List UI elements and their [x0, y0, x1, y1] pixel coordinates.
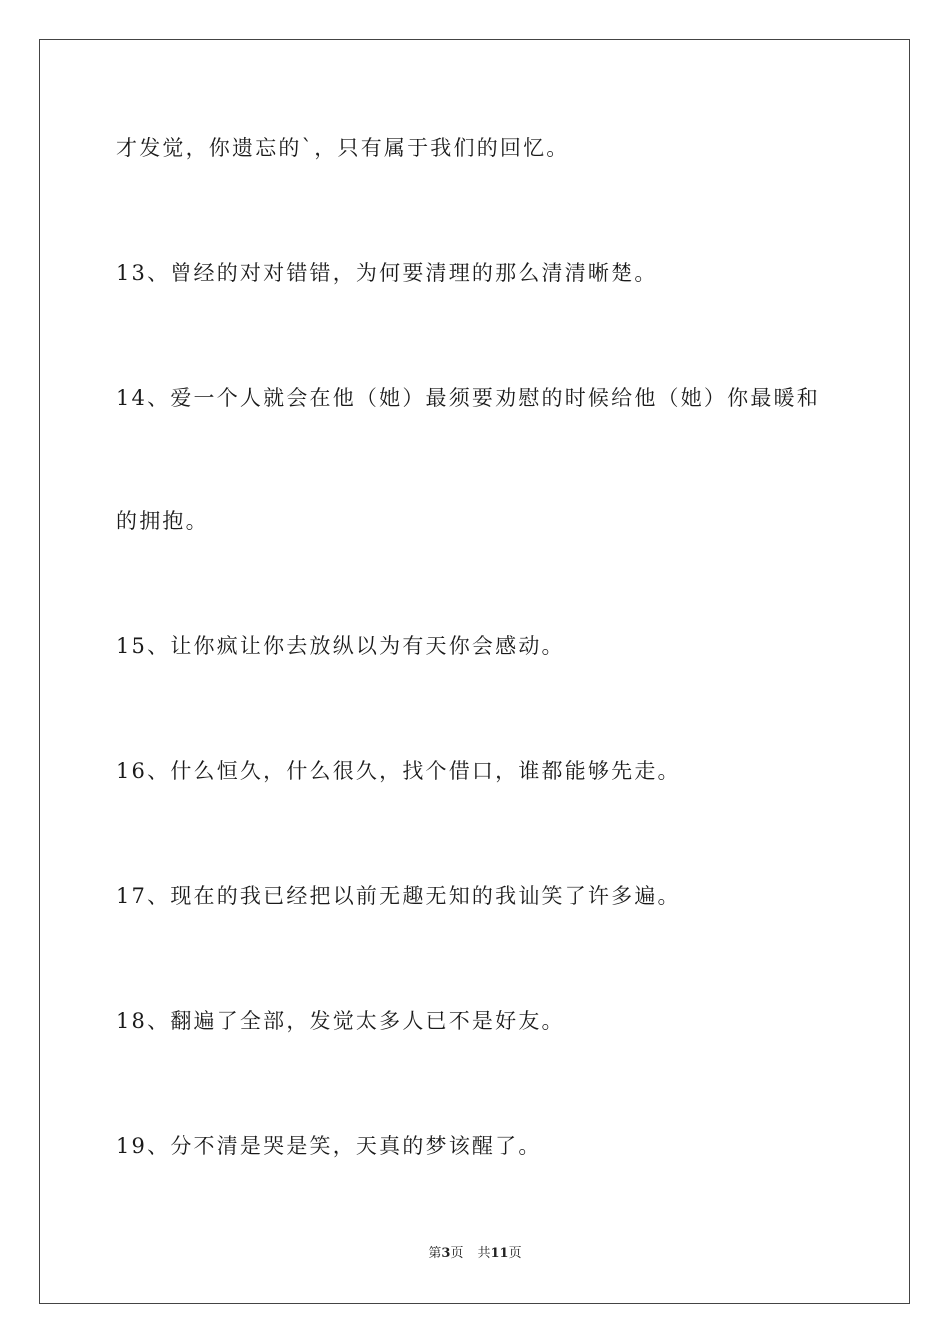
page-border: [39, 39, 910, 1304]
total-prefix: 共: [477, 1246, 491, 1261]
page-number: 3: [441, 1246, 451, 1261]
page-suffix: 页: [450, 1246, 464, 1261]
text-line: 才发觉，你遗忘的`，只有属于我们的回忆。: [116, 136, 570, 160]
page-footer: [0, 1244, 950, 1264]
text-line: 15、让你疯让你去放纵以为有天你会感动。: [116, 634, 565, 658]
total-pages: 11: [490, 1246, 509, 1261]
total-suffix: 页: [508, 1246, 522, 1261]
text-line: 16、什么恒久，什么很久，找个借口，谁都能够先走。: [116, 759, 681, 783]
text-line: 的拥抱。: [116, 509, 209, 533]
text-line: 13、曾经的对对错错，为何要清理的那么清清晰楚。: [116, 261, 658, 285]
text-line: 14、爱一个人就会在他（她）最须要劝慰的时候给他（她）你最暖和: [116, 386, 820, 410]
text-line: 19、分不清是哭是笑，天真的梦该醒了。: [116, 1134, 542, 1158]
text-line: 17、现在的我已经把以前无趣无知的我讪笑了许多遍。: [116, 884, 681, 908]
page-prefix: 第: [428, 1246, 442, 1261]
text-line: 18、翻遍了全部，发觉太多人已不是好友。: [116, 1009, 565, 1033]
